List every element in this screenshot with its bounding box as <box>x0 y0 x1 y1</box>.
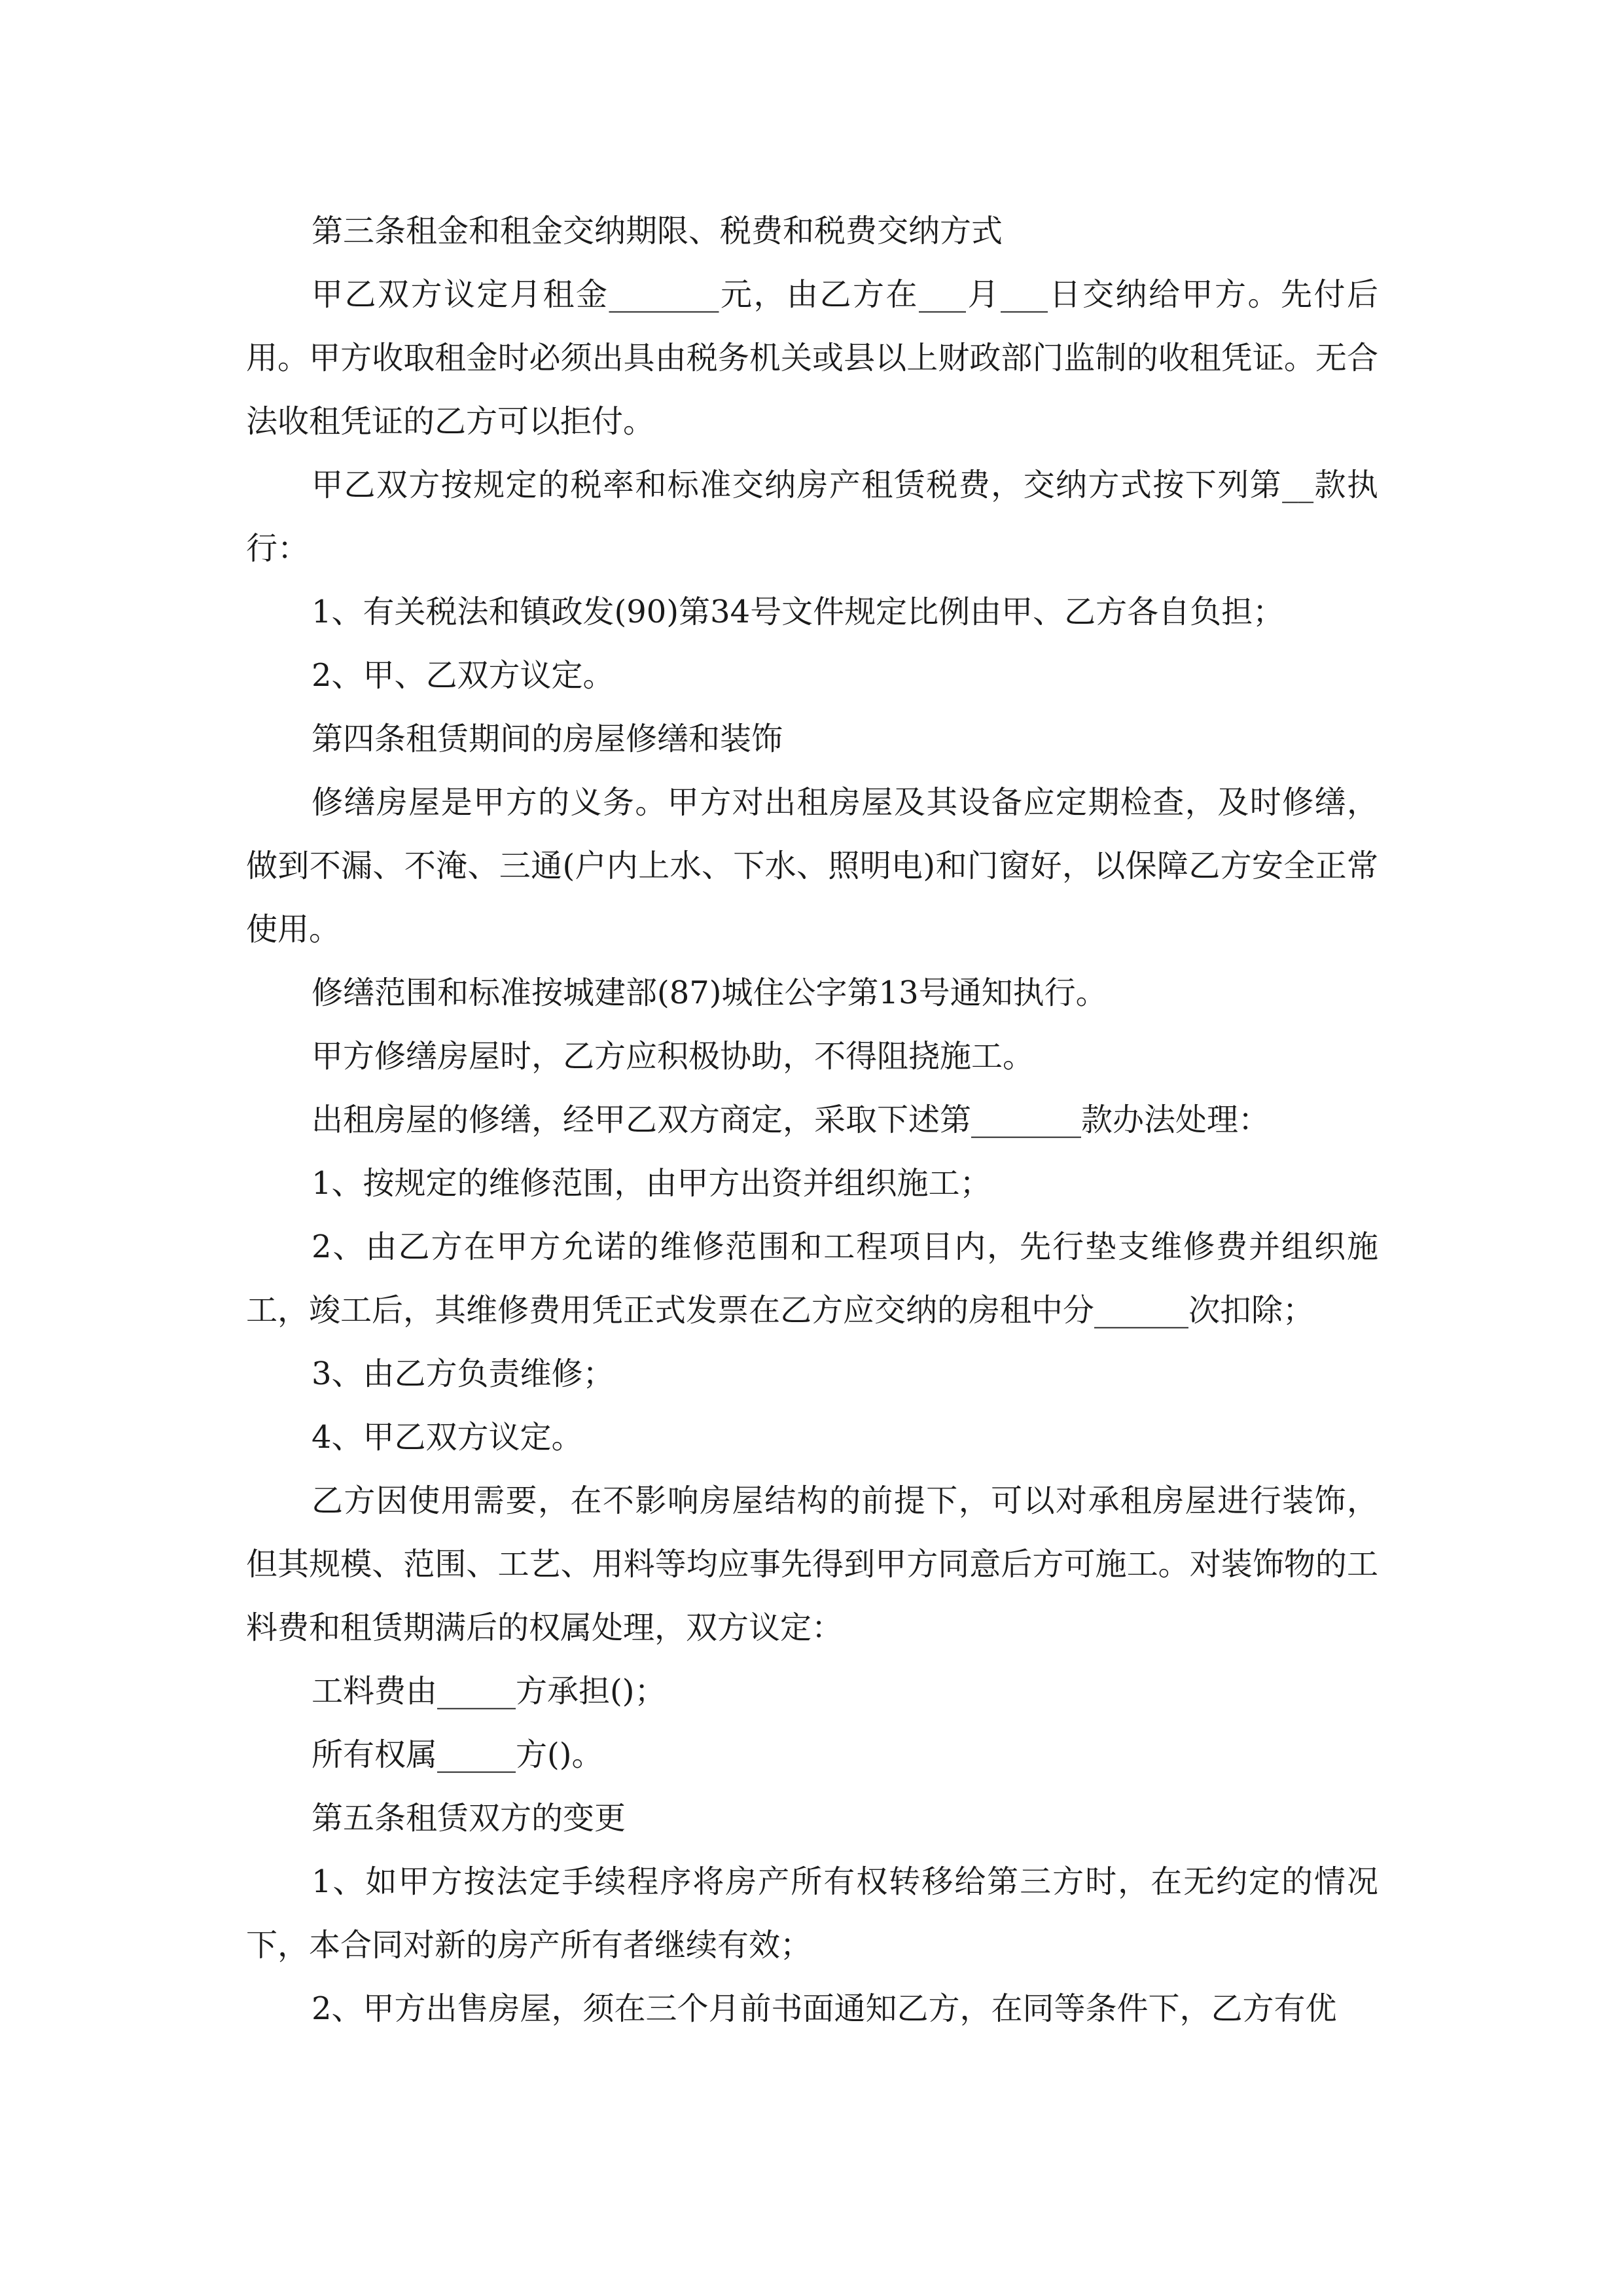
list-item-change-2: 2、甲方出售房屋，须在三个月前书面通知乙方，在同等条件下，乙方有优 <box>312 1990 1337 2027</box>
paragraph-repair-method: 出租房屋的修缮，经甲乙双方商定，采取下述第_______款办法处理： <box>312 1102 1270 1138</box>
article-4-heading: 第四条租赁期间的房屋修缮和装饰 <box>312 721 783 757</box>
article-3-heading: 第三条租金和租金交纳期限、税费和税费交纳方式 <box>312 213 1003 249</box>
document-body <box>246 200 1378 2041</box>
list-item-tax-1: 1、有关税法和镇政发(90)第34号文件规定比例由甲、乙方各自负担； <box>312 594 1285 630</box>
paragraph-tax-method: 甲乙双方按规定的税率和标准交纳房产租赁税费，交纳方式按下列第__款执行： <box>246 467 1378 567</box>
list-item-repair-3: 3、由乙方负责维修； <box>312 1355 615 1392</box>
article-5-heading: 第五条租赁双方的变更 <box>312 1800 626 1837</box>
paragraph-rent-amount: 甲乙双方议定月租金_______元，由乙方在___月___日交纳给甲方。先付后用。甲方收取租金时必须出具由税务机关或县以上财政部门监制的收租凭证。无合法收租凭证的乙方可以拒付。 <box>246 276 1378 440</box>
paragraph-decoration: 乙方因使用需要，在不影响房屋结构的前提下，可以对承租房屋进行装饰，但其规模、范围、工艺、用料等均应事先得到甲方同意后方可施工。对装饰物的工料费和租赁期满后的权属处理，双方议定： <box>246 1482 1378 1646</box>
list-item-tax-2: 2、甲、乙双方议定。 <box>312 657 615 694</box>
paragraph-material-cost: 工料费由_____方承担()； <box>312 1673 666 1710</box>
paragraph-ownership: 所有权属_____方()。 <box>312 1736 603 1773</box>
list-item-change-1: 1、如甲方按法定手续程序将房产所有权转移给第三方时，在无约定的情况下，本合同对新的房产所有者继续有效； <box>246 1863 1378 1964</box>
paragraph-repair-duty: 修缮房屋是甲方的义务。甲方对出租房屋及其设备应定期检查，及时修缮，做到不漏、不淹、三通(户内上水、下水、照明电)和门窗好，以保障乙方安全正常使用。 <box>246 784 1378 948</box>
list-item-repair-4: 4、甲乙双方议定。 <box>312 1419 583 1456</box>
paragraph-repair-cooperation: 甲方修缮房屋时，乙方应积极协助，不得阻挠施工。 <box>312 1038 1035 1075</box>
list-item-repair-1: 1、按规定的维修范围，由甲方出资并组织施工； <box>312 1165 991 1202</box>
list-item-repair-2: 2、由乙方在甲方允诺的维修范围和工程项目内，先行垫支维修费并组织施工，竣工后，其维修费用凭正式发票在乙方应交纳的房租中分______次扣除； <box>246 1229 1378 1329</box>
paragraph-repair-scope: 修缮范围和标准按城建部(87)城住公字第13号通知执行。 <box>312 975 1107 1011</box>
